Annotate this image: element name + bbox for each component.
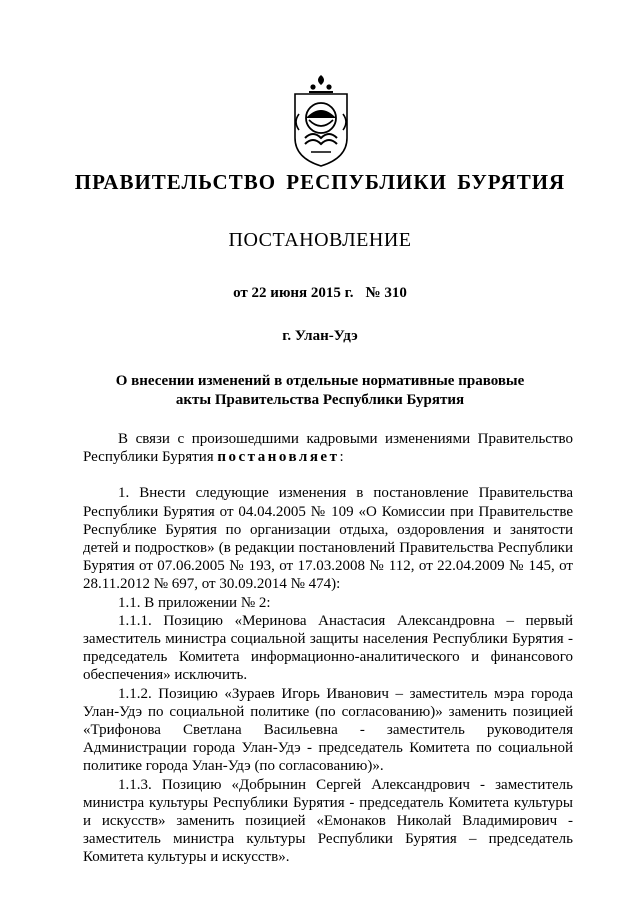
subject-line-1: О внесении изменений в отдельные нормативные правовые: [115, 373, 525, 389]
document-number: № 310: [365, 285, 407, 301]
item-1-1-3: 1.1.3. Позицию «Добрынин Сергей Александрович - заместитель министра культуры Республики Бурятия - председатель Комитета культуры и искусств» заменить позицией «Емонаков Николай Владимирович - заместитель министра культуры Республики Бурятия – председатель Комитета культуры и искусств».: [83, 776, 573, 866]
item-1-1: 1.1. В приложении № 2:: [118, 594, 271, 611]
preamble-paragraph: [83, 430, 573, 466]
item-1-1-2: 1.1.2. Позицию «Зураев Игорь Иванович – заместитель мэра города Улан-Удэ по социальной политике (по согласованию)» заменить позицией «Трифонова Светлана Васильевна - заместитель руководителя Администрации города Улан-Удэ - председатель Комитета по социальной политике города Улан-Удэ (по согласованию)».: [83, 685, 573, 775]
document-type: ПОСТАНОВЛЕНИЕ: [228, 229, 412, 251]
preamble-text: В связи с произошедшими кадровыми изменениями Правительство Республики Бурятия: [83, 431, 573, 466]
subject-line-2: акты Правительства Республики Бурятия: [175, 392, 465, 408]
document-subject: [0, 372, 640, 410]
item-1-1-1: 1.1.1. Позицию «Меринова Анастасия Александровна – первый заместитель министра социальной защиты населения Республики Бурятия - председатель Комитета информационно-аналитического и финансового обеспечения» исключить.: [83, 612, 573, 684]
preamble-keyword: постановляет: [217, 449, 340, 466]
document-date: от 22 июня 2015 г.: [233, 285, 354, 301]
coat-of-arms-emblem: [291, 72, 351, 168]
item-1: 1. Внести следующие изменения в постановление Правительства Республики Бурятия от 04.04.2005 № 109 «О Комиссии при Правительстве Республике Бурятия по организации отдыха, оздоровления и занятости детей и подростков» (в редакции постановлений Правительства Республики Бурятия от 07.06.2005 № 193, от 17.03.2008 № 112, от 22.04.2009 № 145, от 28.11.2012 № 697, от 30.09.2014 № 474):: [83, 485, 573, 593]
document-body: [83, 430, 573, 867]
document-city: г. Улан-Удэ: [282, 328, 358, 344]
preamble-colon: :: [339, 449, 344, 466]
government-title: ПРАВИТЕЛЬСТВО РЕСПУБЛИКИ БУРЯТИЯ: [74, 170, 566, 194]
document-date-line: [0, 285, 640, 302]
